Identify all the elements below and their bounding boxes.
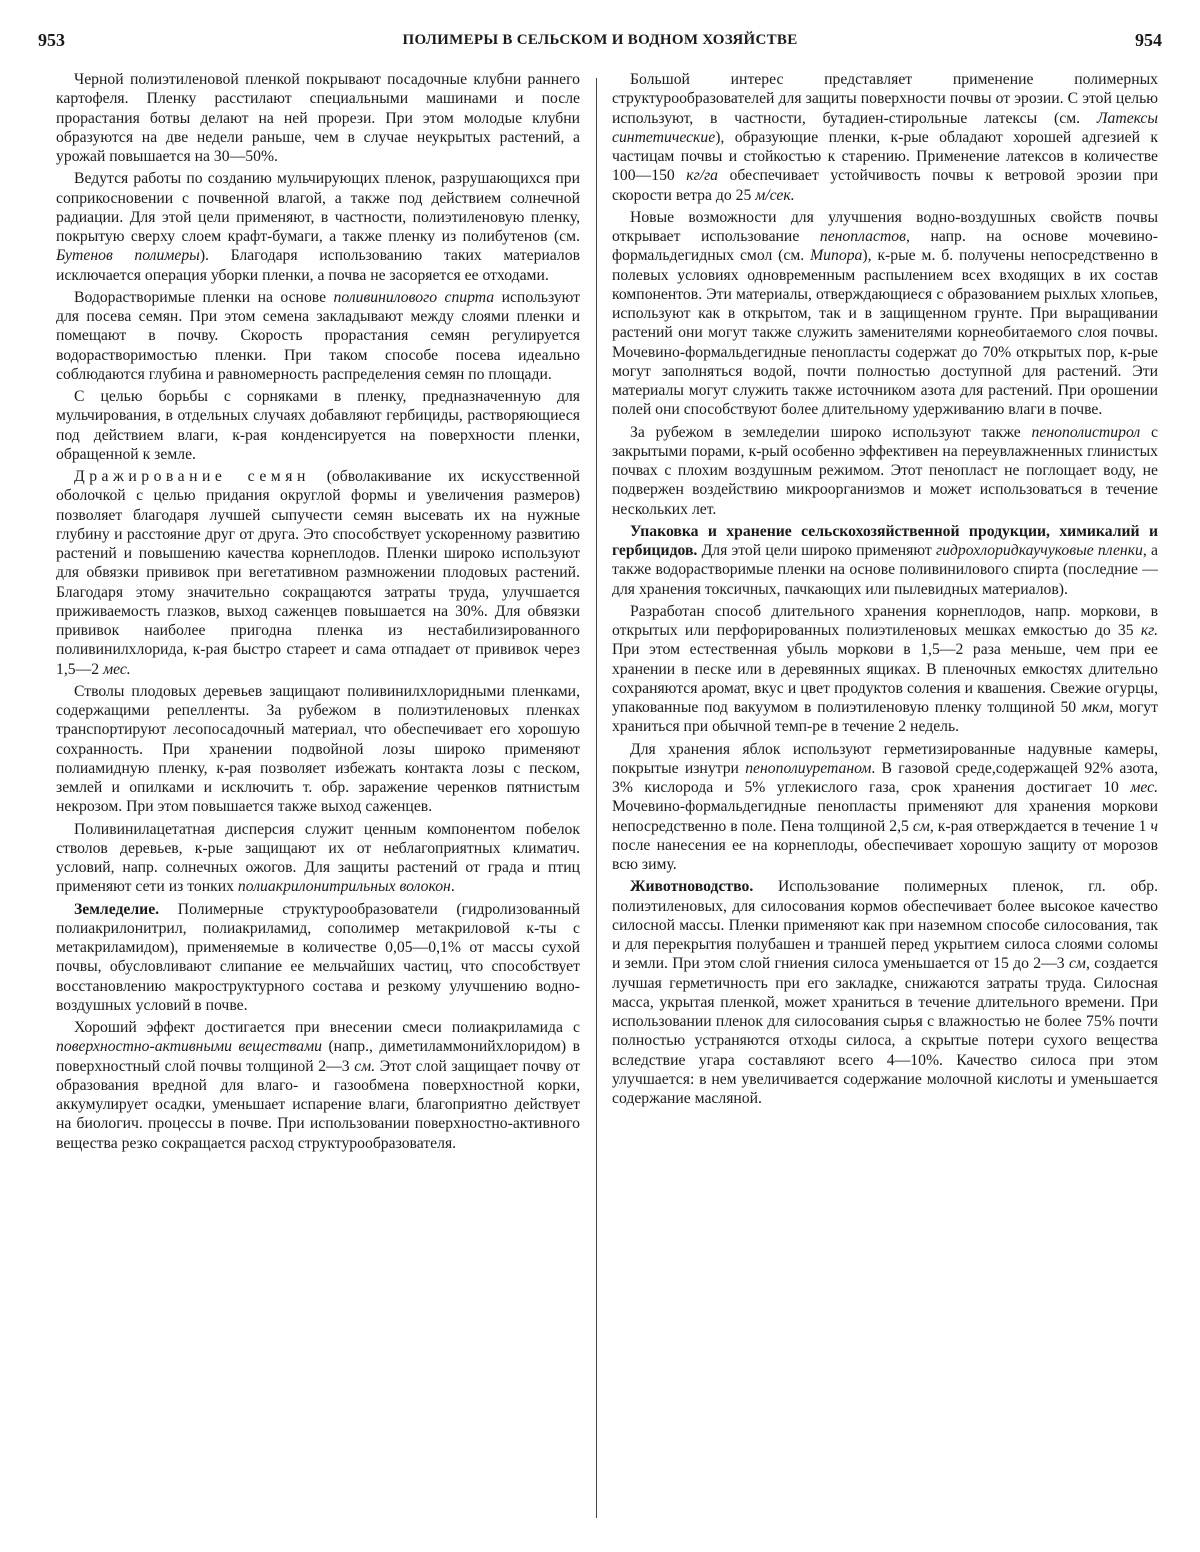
spaced-term: Дражирование семян [74, 468, 310, 485]
paragraph: Земледелие. Полимерные структурообразователи (гидролизованный полиакрилонитрил, полиакриламид, сополимер метакриловой к-ты с метакриламидом), применяемые в количестве 0,05—0,1% от массы сухой почвы, обусловливают слипание ее мельчайших частиц, что способствует восстановлению макроструктурного состава и резкому улучшению водно-воздушных условий в почве. [56, 900, 580, 1014]
cross-reference: поливинилового спирта [333, 288, 495, 306]
cross-reference: Латексы синтетические [612, 109, 1158, 146]
cross-reference: поверхностно-активными веществами [56, 1038, 322, 1056]
paragraph: Большой интерес представляет применение полимерных структурообразователей для защиты поверхности почвы от эрозии. С этой целью используют, в частности, бутадиен-стирольные латексы (см. Латексы синтетические), образующие пленки, к-рые обладают хорошей адгезией к частицам почвы и стойкостью к старению. Применение латексов в количестве 100—150 кг/га обеспечивает устойчивость почвы к ветровой эрозии при скорости ветра до 25 м/сек. [612, 71, 1158, 204]
paragraph: Новые возможности для улучшения водно-воздушных свойств почвы открывает использование пенопластов, напр. на основе мочевино-формальдегидных смол (см. Мипора), к-рые м. б. получены непосредственно в полевых условиях одновременным распылением всех входящих в их состав компонентов. Эти материалы, отверждающиеся с образованием рыхлых хлопьев, используют как в открытом, так и в защищенном грунте. При выращивании растений они могут также служить заменителями корнеобитаемого слоя почвы. Мочевино-формальдегидные пенопласты содержат до 70% открытых пор, к-рые могут заполняться водой, почти полностью доступной для растений. Эти материалы могут служить также источником азота для растений. При орошении полей они способствуют более длительному удерживанию влаги в почве. [612, 208, 1158, 419]
right-column [612, 70, 1158, 1540]
page-number-left: 953 [38, 30, 65, 50]
paragraph: Для хранения яблок используют герметизированные надувные камеры, покрытые изнутри пенополиуретаном. В газовой среде,содержащей 92% азота, 3% кислорода и 5% углекислого газа, срок хранения достигает 10 мес. Мочевино-формальдегидные пенопласты применяют для хранения моркови непосредственно в поле. Пена толщиной 2,5 см, к-рая отверждается в течение 1 ч после нанесения ее на корнеплоды, обеспечивает хорошую защиту от морозов всю зиму. [612, 740, 1158, 873]
cross-reference: Бутенов полимеры [56, 247, 200, 265]
running-title: ПОЛИМЕРЫ В СЕЛЬСКОМ И ВОДНОМ ХОЗЯЙСТВЕ [402, 32, 798, 48]
paragraph: Черной полиэтиленовой пленкой покрывают посадочные клубни раннего картофеля. Пленку расстилают специальными машинами и после прорастания ботвы делают на ней прорези. При этом молодые клубни образуются на две недели раньше, чем в случае неукрытых растений, а урожай повышается на 30—50%. [56, 71, 580, 165]
paragraph: Дражирование семян (обволакивание их искусственной оболочкой с целью придания округлой формы и увеличения размеров) позволяет благодаря лучшей сыпучести семян высевать их на нужные глубину и расстояние друг от друга. Это способствует ускоренному развитию растений и повышению качества корнеплодов. Пленки широко используют для обвязки прививок при вегетативном размножении плодовых растений. Благодаря этому значительно сокращаются затраты труда, улучшается приживаемость глазков, выход саженцев повышается на 30%. Для обвязки прививок наиболее пригодна пленка из нестабилизированного поливинилхлорида, к-рая быстро стареет и сама отпадает от прививок через 1,5—2 мес. [56, 468, 580, 678]
paragraph: Водорастворимые пленки на основе поливинилового спирта используют для посева семян. При этом семена закладывают между слоями пленки и помещают в почву. Скорость прорастания семян регулируется водорастворимостью пленки. При таком способе посева идеально соблюдаются глубина и равномерность распределения семян по площади. [56, 288, 580, 383]
cross-reference: пенополиуретаном [745, 759, 872, 777]
paragraph: Животноводство. Использование полимерных пленок, гл. обр. полиэтиленовых, для силосования кормов обеспечивает более высокое качество силосной массы. Пленки применяют как при наземном способе силосования, так и для перекрытия полубашен и траншей перед укрытием силоса слоями соломы и земли. При этом слой гниения силоса уменьшается от 15 до 2—3 см, создается лучшая герметичность при его закладке, снижаются затраты труда. Силосная масса, укрытая пленкой, может храниться в течение длительного времени. При использовании пленок для силосования сырья с влажностью не более 75% почти полностью устраняются отходы силоса, а скрытые потери сухого вещества вследствие угара составляют всего 4—10%. Качество силоса при этом улучшается: в нем увеличивается содержание молочной кислоты и уменьшается содержание масляной. [612, 878, 1158, 1107]
section-heading: Земледелие. [74, 900, 160, 918]
page-header [38, 30, 1162, 60]
paragraph: Ведутся работы по созданию мульчирующих пленок, разрушающихся при соприкосновении с почвенной влагой, а также под действием солнечной радиации. Для этой цели применяют, в частности, полиэтиленовую пленку, покрытую сверху слоем крафт-бумаги, а также пленку из полибутенов (см. Бутенов полимеры). Благодаря использованию таких материалов исключается операция уборки пленки, а почва не засоряется ее отходами. [56, 170, 580, 284]
section-heading: Упаковка и хранение сельскохозяйственной продукции, химикалий и гербицидов. [612, 522, 1158, 559]
section-heading: Животноводство. [630, 878, 754, 896]
paragraph: Хороший эффект достигается при внесении смеси полиакриламида с поверхностно-активными веществами (напр., диметиламмонийхлоридом) в поверхностный слой почвы толщиной 2—3 см. Этот слой защищает почву от образования вредной для влаго- и газообмена поверхностной корки, аккумулирует осадки, уменьшает испарение влаги, благоприятно действует на биологич. процессы в почве. При использовании поверхностно-активного вещества резко сокращается расход структурообразователя. [56, 1019, 580, 1152]
paragraph: За рубежом в земледелии широко используют также пенополистирол с закрытыми порами, к-рый особенно эффективен на переувлажненных глинистых почвах с плохим воздушным режимом. Этот пенопласт не поглощает воду, не подвержен воздействию микроорганизмов и может использоваться в течение нескольких лет. [612, 423, 1158, 518]
paragraph: Стволы плодовых деревьев защищают поливинилхлоридными пленками, содержащими репелленты. За рубежом в полиэтиленовых пленках транспортируют лесопосадочный материал, что обеспечивает его хорошую сохранность. При хранении подвойной лозы широко применяют полиамидную пленку, к-рая позволяет избежать контакта лозы с песком, землей и опилками и исключить т. обр. заражение черенков пятнистым некрозом. При этом повышается также выход саженцев. [56, 682, 580, 816]
paragraph: С целью борьбы с сорняками в пленку, предназначенную для мульчирования, в отдельных случаях добавляют гербициды, растворяющиеся под действием влаги, к-рая конденсируется на поверхности пленки, обращенной к земле. [56, 388, 580, 463]
cross-reference: гидрохлоридкаучуковые пленки [935, 542, 1143, 559]
cross-reference: полиакрилонитрильных волокон [237, 878, 451, 896]
column-divider [596, 78, 597, 1518]
cross-reference: пенопластов [819, 228, 906, 245]
left-column [56, 70, 580, 1540]
paragraph: Разработан способ длительного хранения корнеплодов, напр. моркови, в открытых или перфорированных полиэтиленовых мешках емкостью до 35 кг. При этом естественная убыль моркови в 1,5—2 раза меньше, чем при ее хранении в песке или в деревянных ящиках. В пленочных емкостях длительно сохраняются аромат, вкус и цвет продуктов соления и квашения. Свежие огурцы, упакованные под вакуумом в полиэтиленовую пленку толщиной 50 мкм, могут храниться при обычной темп-ре в течение 2 недель. [612, 602, 1158, 736]
cross-reference: Мипора [810, 247, 863, 265]
cross-reference: пенополистирол [1031, 423, 1141, 441]
paragraph: Поливинилацетатная дисперсия служит ценным компонентом побелок стволов деревьев, к-рые защищают их от неблагоприятных климатич. условий, напр. солнечных ожогов. Для защиты растений от града и птиц применяют сети из тонких полиакрилонитрильных волокон. [56, 820, 580, 896]
paragraph: Упаковка и хранение сельскохозяйственной продукции, химикалий и гербицидов. Для этой цели широко применяют гидрохлоридкаучуковые пленки, а также водорастворимые пленки на основе поливинилового спирта (последние — для хранения токсичных, пачкающих или пылевидных материалов). [612, 522, 1158, 598]
page-number-right: 954 [1135, 30, 1162, 50]
